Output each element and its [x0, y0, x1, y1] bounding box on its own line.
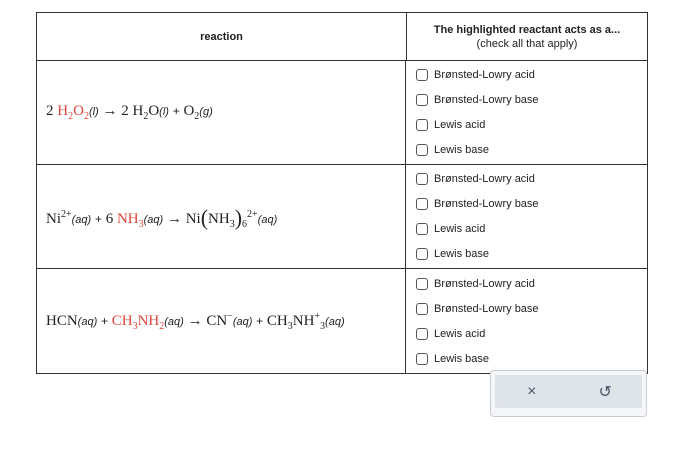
options-cell — [406, 165, 647, 268]
option-bronsted-base[interactable]: Brønsted-Lowry base — [416, 303, 647, 315]
reaction-equation-2: $Ni^{2+}(aq) + 6$ $NH_3(aq) \to Ni(NH_3)_6^{2+}(aq)$ — [46, 205, 278, 230]
checkbox[interactable] — [416, 303, 428, 315]
option-lewis-base[interactable]: Lewis base — [416, 248, 647, 260]
table-row — [37, 61, 647, 165]
checkbox[interactable] — [416, 223, 428, 235]
clear-icon[interactable]: × — [527, 382, 537, 400]
checkbox[interactable] — [416, 328, 428, 340]
highlighted-reactant: $H_2O_2$ — [57, 103, 89, 122]
question-column-header — [407, 13, 647, 60]
table-header — [37, 13, 647, 61]
checkbox[interactable] — [416, 278, 428, 290]
reset-icon[interactable]: ↺ — [598, 383, 612, 401]
table-row — [37, 165, 647, 269]
reaction-column-header: reaction — [37, 13, 407, 60]
option-lewis-acid[interactable]: Lewis acid — [416, 328, 647, 340]
option-lewis-base[interactable]: Lewis base — [416, 144, 647, 156]
toolbar-inner — [495, 375, 642, 408]
highlighted-reactant: $NH_3$ — [116, 211, 144, 230]
reaction-cell — [37, 61, 406, 164]
checkbox[interactable] — [416, 248, 428, 260]
table-row — [37, 269, 647, 373]
option-bronsted-acid[interactable]: Brønsted-Lowry acid — [416, 173, 647, 185]
checkbox[interactable] — [416, 144, 428, 156]
reaction-equation-1: 2 $H_2O_2(l) \to 2$ $H_2O(l) + O_2(g)$ — [46, 103, 213, 122]
checkbox[interactable] — [416, 69, 428, 81]
option-lewis-acid[interactable]: Lewis acid — [416, 223, 647, 235]
highlighted-reactant: $CH_3NH_2$ — [111, 312, 165, 332]
reaction-equation-3: $HCN(aq) + CH_3NH_2(aq) \to CN^-(aq) + CH_3NH^+_3(aq)$ — [46, 310, 345, 332]
option-bronsted-base[interactable]: Brønsted-Lowry base — [416, 94, 647, 106]
checkbox[interactable] — [416, 173, 428, 185]
answer-toolbar — [490, 370, 647, 417]
reaction-cell — [37, 165, 406, 268]
question-text: The highlighted reactant acts as a... — [433, 23, 621, 36]
checkbox[interactable] — [416, 353, 428, 365]
instruction-text: (check all that apply) — [476, 37, 578, 50]
checkbox[interactable] — [416, 198, 428, 210]
checkbox[interactable] — [416, 94, 428, 106]
reaction-cell — [37, 269, 406, 373]
options-cell — [406, 61, 647, 164]
option-lewis-acid[interactable]: Lewis acid — [416, 119, 647, 131]
option-bronsted-base[interactable]: Brønsted-Lowry base — [416, 198, 647, 210]
option-bronsted-acid[interactable]: Brønsted-Lowry acid — [416, 69, 647, 81]
reaction-table — [36, 12, 648, 374]
option-lewis-base[interactable]: Lewis base — [416, 353, 647, 365]
checkbox[interactable] — [416, 119, 428, 131]
options-cell — [406, 269, 647, 373]
option-bronsted-acid[interactable]: Brønsted-Lowry acid — [416, 278, 647, 290]
